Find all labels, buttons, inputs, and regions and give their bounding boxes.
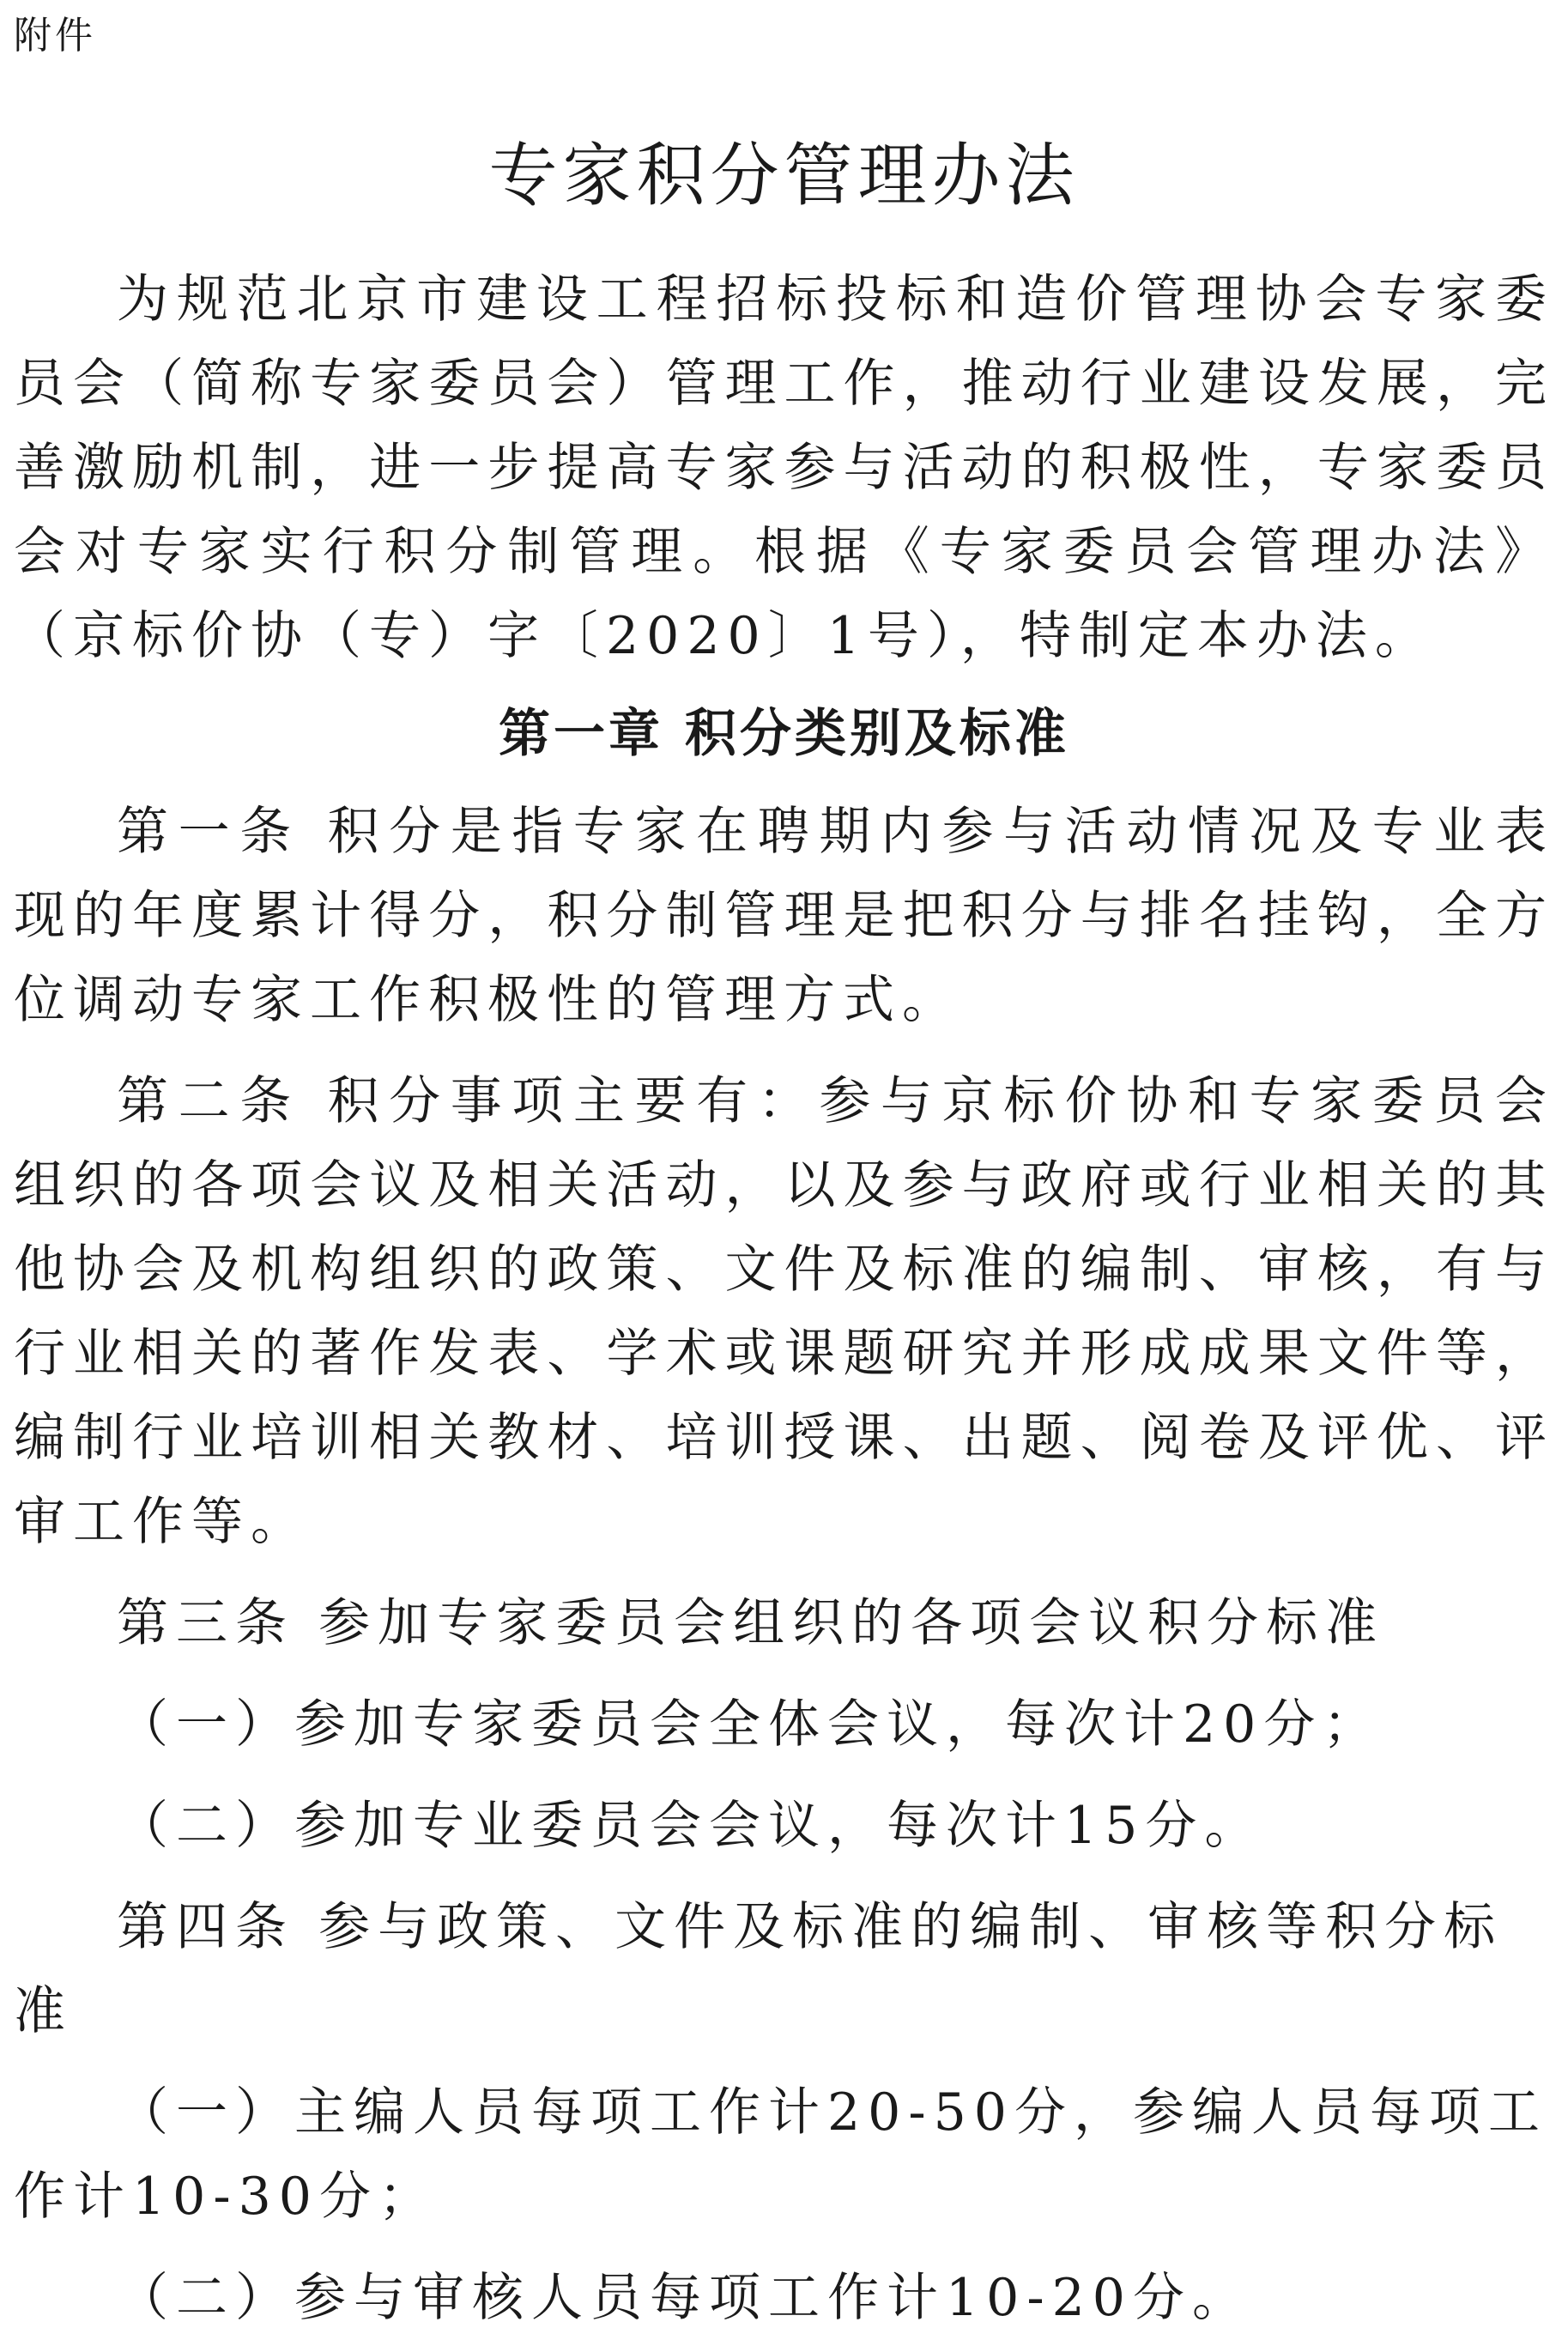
article-3: 第三条 参加专家委员会组织的各项会议积分标准 — [117, 1593, 1385, 1653]
article-1: 第一条 积分是指专家在聘期内参与活动情况及专业表现的年度累计得分，积分制管理是把积分与排名挂钩，全方位调动专家工作积极性的管理方式。 — [14, 802, 1554, 1030]
document-body — [14, 258, 1554, 2340]
article-4-item-2: （二）参与审核人员每项工作计10-20分。 — [117, 2268, 1251, 2328]
article-4: 第四条 参与政策、文件及标准的编制、审核等积分标准 — [14, 1897, 1504, 2041]
document-title: 专家积分管理办法 — [488, 136, 1080, 215]
article-3-item-2: （二）参加专业委员会会议，每次计15分。 — [117, 1796, 1264, 1856]
attachment-label: 附件 — [14, 14, 96, 58]
chapter-heading: 第一章 积分类别及标准 — [499, 704, 1069, 764]
article-4-item-1: （一）主编人员每项工作计20-50分，参编人员每项工作计10-30分； — [14, 2082, 1547, 2227]
article-2: 第二条 积分事项主要有：参与京标价协和专家委员会组织的各项会议及相关活动，以及参与政府或行业相关的其他协会及机构组织的政策、文件及标准的编制、审核，有与行业相关的著作发表、学术或课题研究并形成成果文件等，编制行业培训相关教材、培训授课、出题、阅卷及评优、评审工作等。 — [14, 1071, 1554, 1552]
intro-paragraph: 为规范北京市建设工程招标投标和造价管理协会专家委员会（简称专家委员会）管理工作，推动行业建设发展，完善激励机制，进一步提高专家参与活动的积极性，专家委员会对专家实行积分制管理。根据《专家委员会管理办法》（京标价协（专）字〔2020〕1号），特制定本办法。 — [14, 270, 1554, 666]
article-3-item-1: （一）参加专家委员会全体会议，每次计20分； — [117, 1694, 1383, 1755]
